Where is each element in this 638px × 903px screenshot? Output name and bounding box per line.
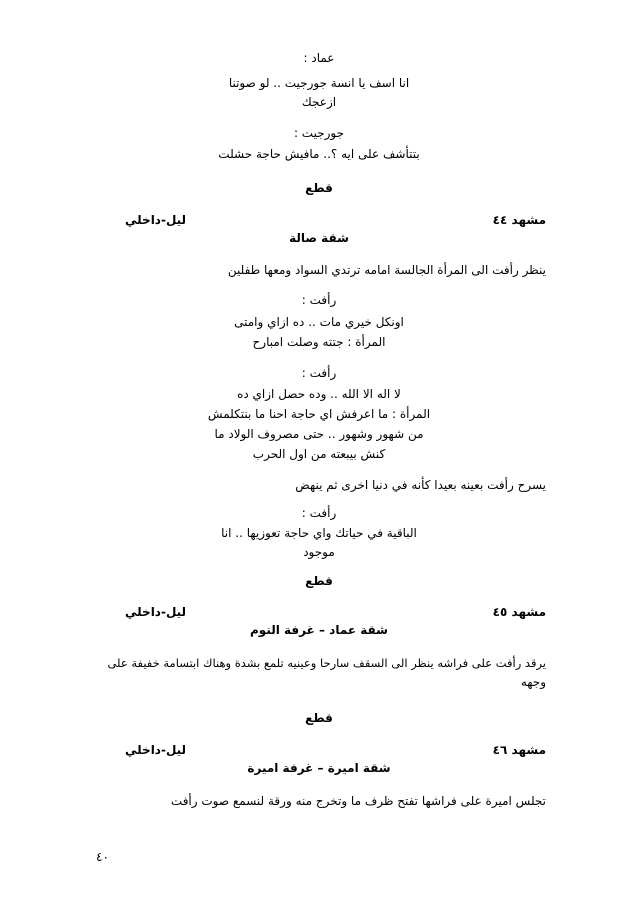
scene-number: مشهد ٤٤ (492, 213, 546, 227)
scene-number: مشهد ٤٥ (492, 605, 546, 619)
action-line: وجهه (520, 675, 546, 689)
action-line: يسرح رأفت بعينه بعيدا كأنه في دنيا اخرى ثم ينهض (295, 478, 546, 492)
action-line: تجلس اميرة على فراشها تفتح ظرف ما وتخرج منه ورقة لنسمع صوت رأفت (170, 794, 546, 808)
dialogue-line: اونكل خيري مات .. ده ازاي وامتى (234, 315, 404, 329)
dialogue-line: المرأة : ما اعرفش اي حاجة احنا ما بنتكلمش (207, 407, 431, 421)
scene-number: مشهد ٤٦ (492, 743, 546, 757)
scene-time: ليل-داخلي (125, 213, 187, 227)
page-number: ٤٠ (96, 850, 109, 864)
scene-location: شقة صالة (289, 231, 349, 245)
dialogue-line: لا اله الا الله .. وده حصل ازاي ده (237, 387, 401, 401)
speaker-raafat: رأفت : (301, 293, 337, 307)
cut-label: قطع (305, 711, 333, 725)
dialogue-line: موجود (303, 545, 335, 559)
dialogue-line: بتتأشف على ايه ؟.. مافيش حاجة حشلت (218, 147, 420, 161)
dialogue-line: ازعجك (301, 95, 337, 109)
scene-location: شقة اميرة – غرفة اميرة (247, 761, 391, 775)
dialogue-line: كنش بيبعته من اول الحرب (252, 447, 386, 461)
action-line: يرقد رأفت على فراشه ينظر الى السقف سارحا وعينيه تلمع بشدة وهناك ابتسامة خفيفة على (107, 656, 546, 670)
dialogue-line: من شهور وشهور .. حتى مصروف الولاد ما (214, 427, 424, 441)
scene-time: ليل-داخلي (125, 605, 187, 619)
dialogue-line: المرأة : جتته وصلت امبارح (252, 335, 386, 349)
dialogue-line: الباقية في حياتك واي حاجة تعوزيها .. انا (221, 526, 417, 540)
cut-label: قطع (305, 574, 333, 588)
speaker-raafat: رأفت : (301, 506, 337, 520)
speaker-emad: عماد : (303, 51, 335, 65)
scene-location: شقة عماد – غرفة النوم (250, 623, 388, 637)
action-line: ينظر رأفت الى المرأة الجالسة امامه ترتدي السواد ومعها طفلين (227, 263, 546, 277)
speaker-raafat: رأفت : (301, 366, 337, 380)
speaker-georgette: جورجيت : (293, 126, 345, 140)
scene-time: ليل-داخلي (125, 743, 187, 757)
dialogue-line: انا اسف يا انسة جورجيت .. لو صوتنا (228, 76, 410, 90)
cut-label: قطع (305, 181, 333, 195)
